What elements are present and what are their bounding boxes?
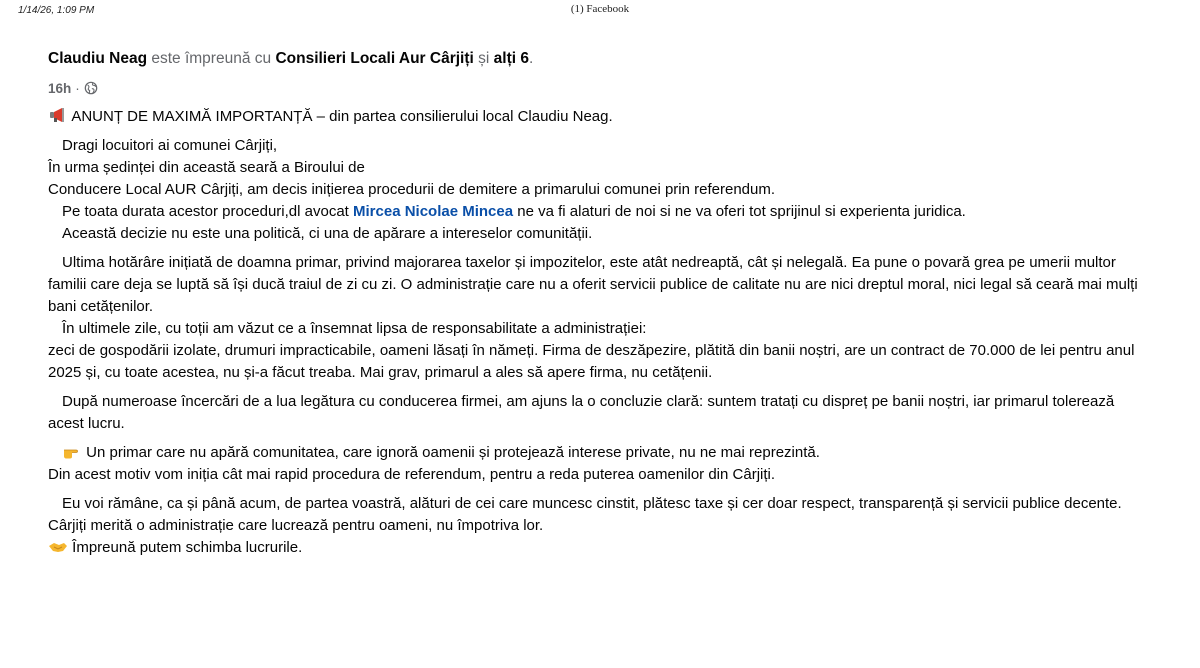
greeting: Dragi locuitori ai comunei Cârjiți, [62,137,278,154]
others-link[interactable]: alți 6 [493,50,529,67]
lawyer-line [48,201,1148,223]
decision-line: Această decizie nu este una politică, ci una de apărare a intereselor comunității. [62,225,593,242]
lawyer-after-text: ne va fi alaturi de noi si ne va oferi tot sprijinul si experienta juridica. [517,203,966,220]
period: . [528,50,534,67]
deserves-line: Cârjiți merită o administrație care lucrează pentru oameni, nu împotriva lor. [48,517,544,534]
line-2: Conducere Local AUR Cârjiți, am decis inițierea procedurii de demitere a primarului comunei prin referendum. [48,181,776,198]
headline-paragraph [48,106,1148,128]
post-author-line [48,48,1148,70]
post-meta [48,78,1148,98]
author-name-link[interactable]: Claudiu Neag [48,50,148,67]
pointing-hand-icon [62,444,82,460]
tagged-page-link[interactable]: Consilieri Locali Aur Cârjiți [275,50,474,67]
globe-icon[interactable] [84,81,98,95]
post-body [48,106,1148,559]
line-1: În urma ședinței din această seară a Biroului de [48,159,365,176]
closing-text: Împreună putem schimba lucrurile. [72,539,303,556]
mayor-text: Un primar care nu apără comunitatea, care ignoră oamenii și protejează interese private, nu ne mai reprezintă. [86,444,820,461]
lawyer-before-text: Pe toata durata acestor proceduri,dl avocat [62,203,349,220]
and-text: și [478,50,490,67]
with-text: este împreună cu [151,50,272,67]
lawyer-profile-link[interactable]: Mircea Nicolae Mincea [353,203,514,220]
megaphone-icon [48,106,68,124]
meta-separator: · [75,80,80,96]
facebook-post [48,48,1148,559]
print-header [0,0,1200,20]
post-timestamp[interactable]: 16h [48,80,72,96]
headline-text: ANUNȚ DE MAXIMĂ IMPORTANȚĂ – din partea consilierului local Claudiu Neag. [71,108,613,125]
print-page-title: (1) Facebook [570,3,630,15]
print-datetime: 1/14/26, 1:09 PM [18,5,95,16]
mayor-line [48,442,1148,464]
handshake-icon [48,539,68,555]
attempts-paragraph: După numeroase încercări de a lua legătura cu conducerea firmei, am ajuns la o concluzie clară: suntem tratați cu dispreț pe banii noștri, iar primarul tolerează acest lucru. [48,393,1115,432]
closing-line [48,537,1148,559]
recent-days-line: În ultimele zile, cu toții am văzut ce a însemnat lipsa de responsabilitate a administrației: [62,320,647,337]
reason-line: Din acest motiv vom iniția cât mai rapid procedura de referendum, pentru a reda puterea oamenilor din Cârjiți. [48,466,776,483]
taxes-paragraph: Ultima hotărâre inițiată de doamna primar, privind majorarea taxelor și impozitelor, este atât nedreaptă, cât și nelegală. Ea pune o povară grea pe umerii multor familii care deja se luptă să își ducă traiul de zi cu zi. O administrație care nu a oferit servicii publice de calitate nu are nici dreptul moral, nici legal să ceară mai mulți bani cetățenilor. [48,254,1138,315]
snow-paragraph: zeci de gospodării izolate, drumuri impracticabile, oameni lăsați în nămeți. Firma de deszăpezire, plătită din banii noștri, are un contract de 70.000 de lei pentru anul 2025 și, cu toate acestea, nu și-a făcut treaba. Mai grav, primarul a ales să apere firma, nu cetățenii. [48,342,1135,381]
commitment-paragraph: Eu voi rămâne, ca și până acum, de partea voastră, alături de cei care muncesc cinstit, plătesc taxe și cer doar respect, transparență și servicii publice decente. [62,495,1122,512]
